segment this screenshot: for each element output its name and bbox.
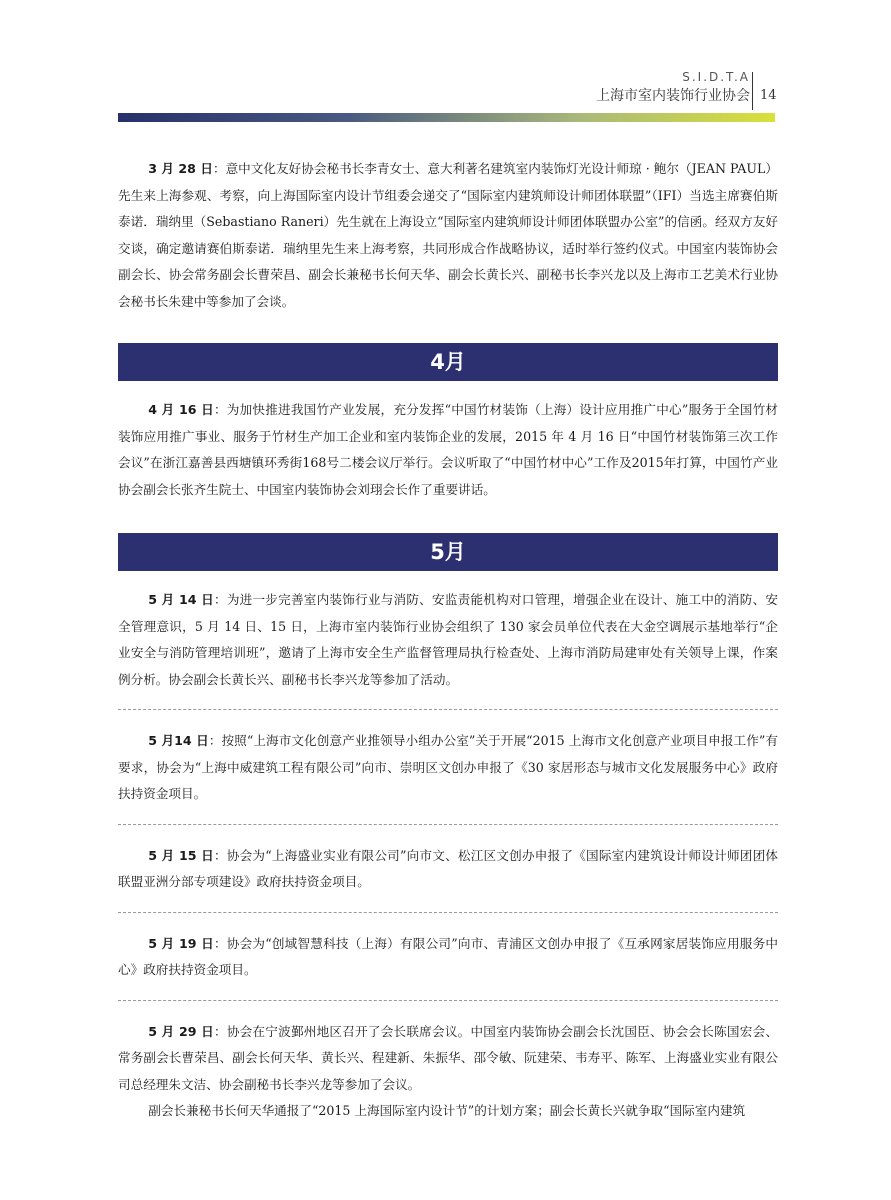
entry-text: ：意中文化友好协会秘书长李青女士、意大利著名建筑室内装饰灯光设计师琼 · 鲍尔（JEAN PAUL）先生来上海参观、考察，向上海国际室内设计节组委会递交了“国际室内建筑师设计师团体联盟”（IFI）当选主席赛伯斯泰诺．瑞纳里（Sebastiano Raneri）先生就在上海设立“国际室内建筑师设计师团体联盟办公室”的信函。经双方友好交谈，确定邀请赛伯斯泰诺．瑞纳里先生来上海考察，共同形成合作战略协议，适时举行签约仪式。中国室内装饰协会副会长、协会常务副会长曹荣昌、副会长兼秘书长何天华、副会长黄长兴、副秘书长李兴龙以及上海市工艺美术行业协会秘书长朱建中等参加了会谈。 <box>118 161 778 309</box>
entry-text: ：协会为“上海盛业实业有限公司”向市文、松江区文创办申报了《国际室内建筑设计师设计师团团体联盟亚洲分部专项建设》政府扶持资金项目。 <box>118 847 778 889</box>
page-number: 14 <box>760 88 777 103</box>
entry-text: ：协会在宁波鄞州地区召开了会长联席会议。中国室内装饰协会副会长沈国臣、协会会长陈国宏会、常务副会长曹荣昌、副会长何天华、黄长兴、程建新、朱振华、邵令敏、阮建荣、韦寿平、陈军、上海盛业实业有限公司总经理朱文洁、协会副秘书长李兴龙等参加了会议。 <box>118 1023 778 1092</box>
entry-mar-28 <box>118 156 778 315</box>
entry-text: ：为进一步完善室内装饰行业与消防、安监责能机构对口管理，增强企业在设计、施工中的消防、安全管理意识，5 月 14 日、15 日，上海市室内装饰行业协会组织了 130 家会员单位代表在大金空调展示基地举行“企业安全与消防管理培训班”，邀请了上海市安全生产监督管理局执行检查处、上海市消防局建审处有关领导上课，作案例分析。协会副会长黄长兴、副秘书长李兴龙等参加了活动。 <box>118 592 778 687</box>
org-name: 上海市室内装饰行业协会 <box>596 88 750 104</box>
header-divider <box>752 72 753 110</box>
entry-may-29-continuation: 副会长兼秘书长何天华通报了“2015 上海国际室内设计节”的计划方案；副会长黄长兴就争取“国际室内建筑 <box>148 1103 746 1118</box>
entry-date: 4 月 16 日 <box>148 402 214 417</box>
entry-may-19 <box>118 931 778 984</box>
entry-may-15 <box>118 843 778 896</box>
entry-date: 3 月 28 日 <box>148 161 213 176</box>
entry-may-14-b <box>118 728 778 808</box>
month-heading-may: 5月 <box>118 533 778 571</box>
header-org <box>596 70 750 106</box>
entry-text: ：按照“上海市文化创意产业推领导小组办公室”关于开展“2015 上海市文化创意产业项目申报工作”有要求，协会为“上海中威建筑工程有限公司”向市、崇明区文创办申报了《30 家居形态与城市文化发展服务中心》政府扶持资金项目。 <box>118 733 779 801</box>
entry-text: ：为加快推进我国竹产业发展，充分发挥“中国竹材装饰（上海）设计应用推广中心”服务于全国竹材装饰应用推广事业、服务于竹材生产加工企业和室内装饰企业的发展，2015 年 4 月 16 日“中国竹材装饰第三次工作会议”在浙江嘉善县西塘镇环秀街168号二楼会议厅举行。会议听取了“中国竹材中心”工作及2015年打算，中国竹产业协会副会长张齐生院士、中国室内装饰协会刘珝会长作了重要讲话。 <box>118 402 778 497</box>
entry-may-14-a <box>118 587 778 693</box>
entry-date: 5 月 19 日 <box>148 935 214 951</box>
entry-date: 5 月 14 日 <box>148 592 215 607</box>
entry-date: 5 月 15 日 <box>148 847 214 863</box>
month-heading-april: 4月 <box>118 343 778 381</box>
org-abbreviation: S.I.D.T.A <box>682 70 750 84</box>
entry-apr-16 <box>118 397 778 503</box>
entry-may-29 <box>118 1019 778 1099</box>
entry-text: ：协会为“创域智慧科技（上海）有限公司”向市、青浦区文创办申报了《互承网家居装饰应用服务中心》政府扶持资金项目。 <box>118 935 778 977</box>
entry-date: 5 月14 日 <box>148 733 209 748</box>
entry-date: 5 月 29 日 <box>148 1023 215 1039</box>
page-body <box>118 156 778 1125</box>
header-gradient-bar <box>118 113 775 122</box>
